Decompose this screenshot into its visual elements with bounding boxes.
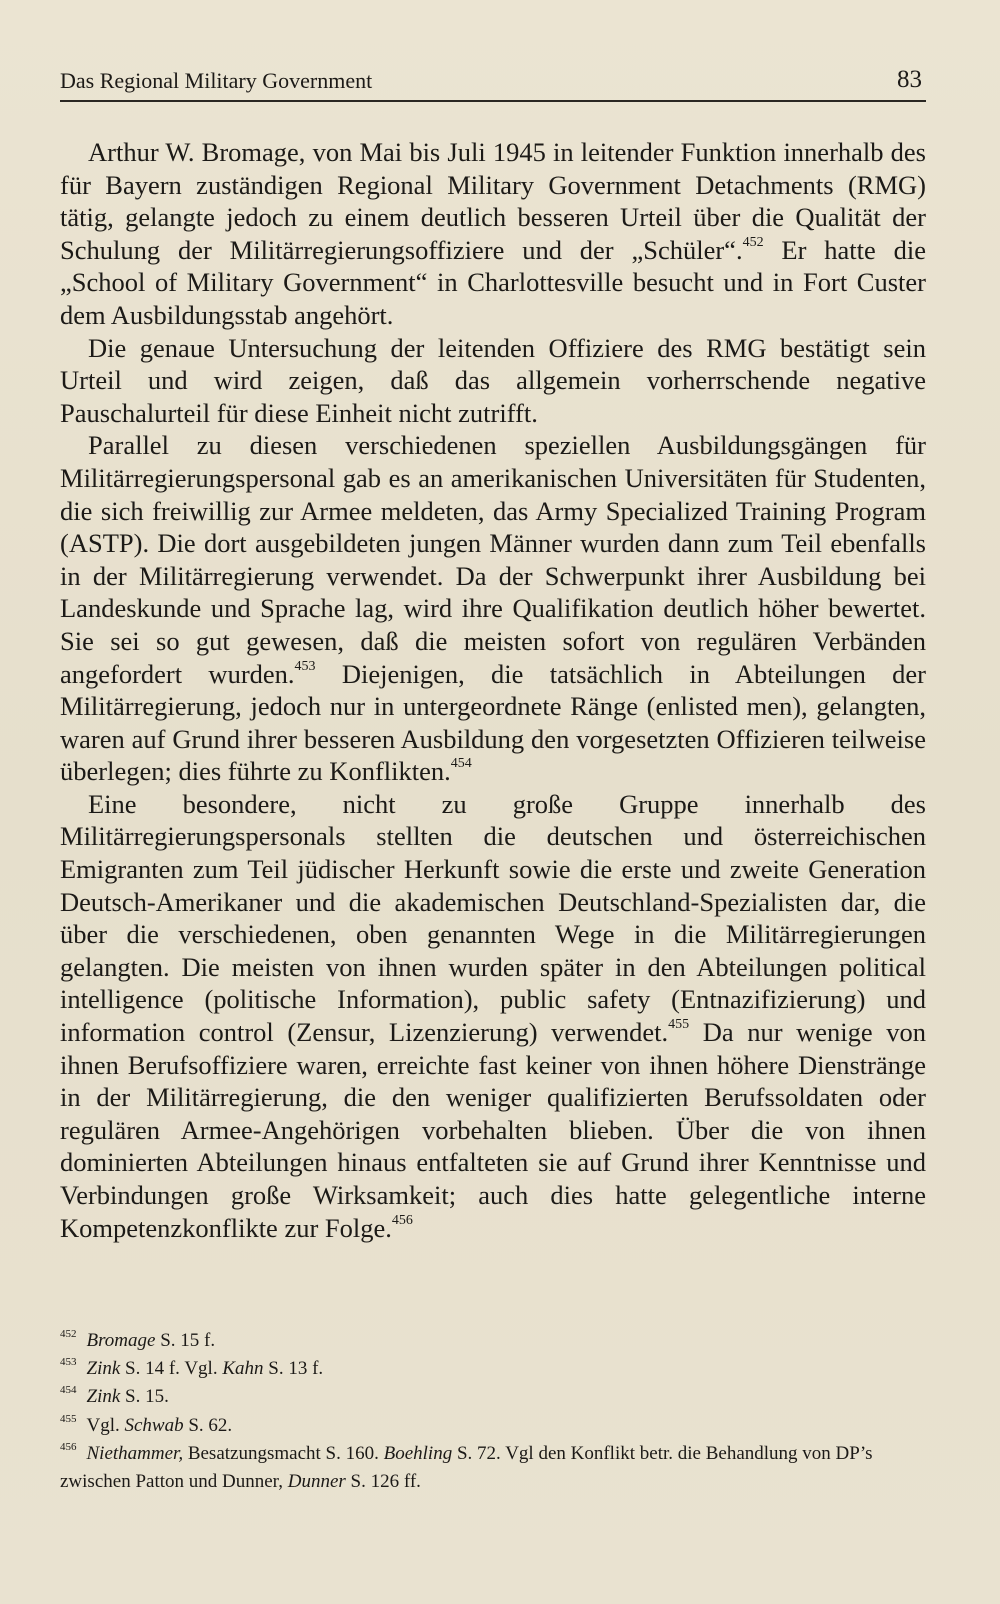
footnote-author: Niethammer, (86, 1442, 184, 1464)
running-title: Das Regional Military Government (60, 68, 373, 93)
paragraph-text: Arthur W. Bromage, von Mai bis Juli 1945 in leitender Funktion innerhalb des für Bayern zuständigen Regional Military Government Detachments (RMG) tätig, gelangte jedoch zu einem deutlich besseren Urteil über die Qualität der Schulung der Militärregierungsoffiziere und der „Schüler“. (60, 137, 926, 265)
footnote-ref: 453 (294, 658, 316, 674)
page-header (60, 66, 926, 102)
footnote-ref: 456 (391, 1212, 413, 1228)
footnote-text: Vgl. (86, 1414, 125, 1436)
footnote-text: S. 15. (120, 1386, 169, 1408)
footnote-ref: 454 (450, 756, 472, 772)
footnote-text: Besatzungsmacht S. 160. (183, 1442, 384, 1464)
footnote-text: S. 13 f. (263, 1358, 324, 1380)
footnote-author: Bromage (86, 1330, 156, 1351)
footnote-number: 455 (60, 1412, 77, 1425)
page-number: 83 (897, 66, 922, 93)
footnote-number: 453 (60, 1356, 77, 1369)
paragraph-1 (60, 136, 926, 332)
paragraph-text: Diejenigen, die tatsächlich in Abteilungen der Militärregierung, jedoch nur in untergeordnete Ränge (enlisted men), gelangten, waren auf Grund ihrer besseren Ausbildung den vorgesetzten Offizieren teilweise überlegen; dies führte zu Konflikten. (60, 658, 926, 787)
paragraph-text: Die genaue Untersuchung der leitenden Offiziere des RMG bestätigt sein Urteil und wird zeigen, daß das allgemein vorherrschende negative Pauschalurteil für diese Einheit nicht zutrifft. (60, 332, 926, 428)
paragraph-text: Er hatte die „School of Military Government“ in Charlottesville besucht und in Fort Custer dem Ausbildungsstab angehört. (60, 234, 927, 330)
footnote-number: 456 (60, 1440, 77, 1453)
footnote-452 (60, 1327, 926, 1355)
footnote-author: Boehling (383, 1442, 453, 1464)
footnote-454 (60, 1383, 926, 1411)
footnotes (60, 1327, 926, 1496)
paragraph-text: Parallel zu diesen verschiedenen speziellen Ausbildungsgängen für Militärregierungspersonal gab es an amerikanischen Universitäten für Studenten, die sich freiwillig zur Armee meldeten, das Army Specialized Training Program (ASTP). Die dort ausgebildeten jungen Männer wurden dann zum Teil ebenfalls in der Militärregierung verwendet. Da der Schwerpunkt ihrer Ausbildung bei Landeskunde und Sprache lag, wird ihre Qualifikation deutlich höher bewertet. Sie sei so gut gewesen, daß die meisten sofort von regulären Verbänden angefordert wurden. (60, 430, 926, 689)
footnote-456 (60, 1440, 926, 1496)
main-text (60, 136, 926, 1244)
footnote-author: Dunner (287, 1471, 346, 1493)
footnote-text: S. 126 ff. (345, 1471, 421, 1493)
footnote-453 (60, 1355, 926, 1383)
footnote-ref: 455 (668, 1017, 690, 1033)
footnote-author: Zink (86, 1358, 121, 1380)
paragraph-text: Da nur wenige von ihnen Berufsoffiziere waren, erreichte fast keiner von ihnen höhere Dienstränge in der Militärregierung, die den weniger qualifizierten Berufssoldaten oder regulären Armee-Angehörigen vorbehalten blieben. Über die von ihnen dominierten Abteilungen hinaus entfalteten sie auf Grund ihrer Kenntnisse und Verbindungen große Wirksamkeit; auch dies hatte gelegentliche interne Kompetenzkonflikte zur Folge. (60, 1017, 926, 1243)
footnote-author: Schwab (124, 1414, 184, 1436)
footnote-455 (60, 1412, 926, 1440)
footnote-text: S. 15 f. (155, 1330, 216, 1351)
footnote-text: S. 62. (183, 1414, 233, 1436)
paragraph-2 (60, 332, 926, 430)
footnote-author: Kahn (222, 1358, 264, 1380)
paragraph-3 (60, 429, 926, 788)
footnote-ref: 452 (742, 234, 764, 250)
footnote-author: Zink (86, 1386, 121, 1408)
footnote-number: 454 (60, 1384, 77, 1397)
footnote-text: S. 14 f. Vgl. (120, 1358, 223, 1380)
footnote-number: 452 (60, 1328, 77, 1340)
paragraph-text: Eine besondere, nicht zu große Gruppe innerhalb des Militärregierungspersonals stellten die deutschen und österreichischen Emigranten zum Teil jüdischer Herkunft sowie die erste und zweite Generation Deutsch-Amerikaner und die akademischen Deutschland-Spezialisten dar, die über die verschiedenen, oben genannten Wege in die Militärregierungen gelangten. Die meisten von ihnen wurden später in den Abteilungen political intelligence (politische Information), public safety (Entnazifizierung) und information control (Zensur, Lizenzierung) verwendet. (60, 788, 926, 1048)
paragraph-4 (60, 788, 926, 1244)
footnote-text: S. 72. Vgl den Konflikt betr. die Behandlung von DP’s zwischen Patton und Dunner, (60, 1442, 873, 1493)
